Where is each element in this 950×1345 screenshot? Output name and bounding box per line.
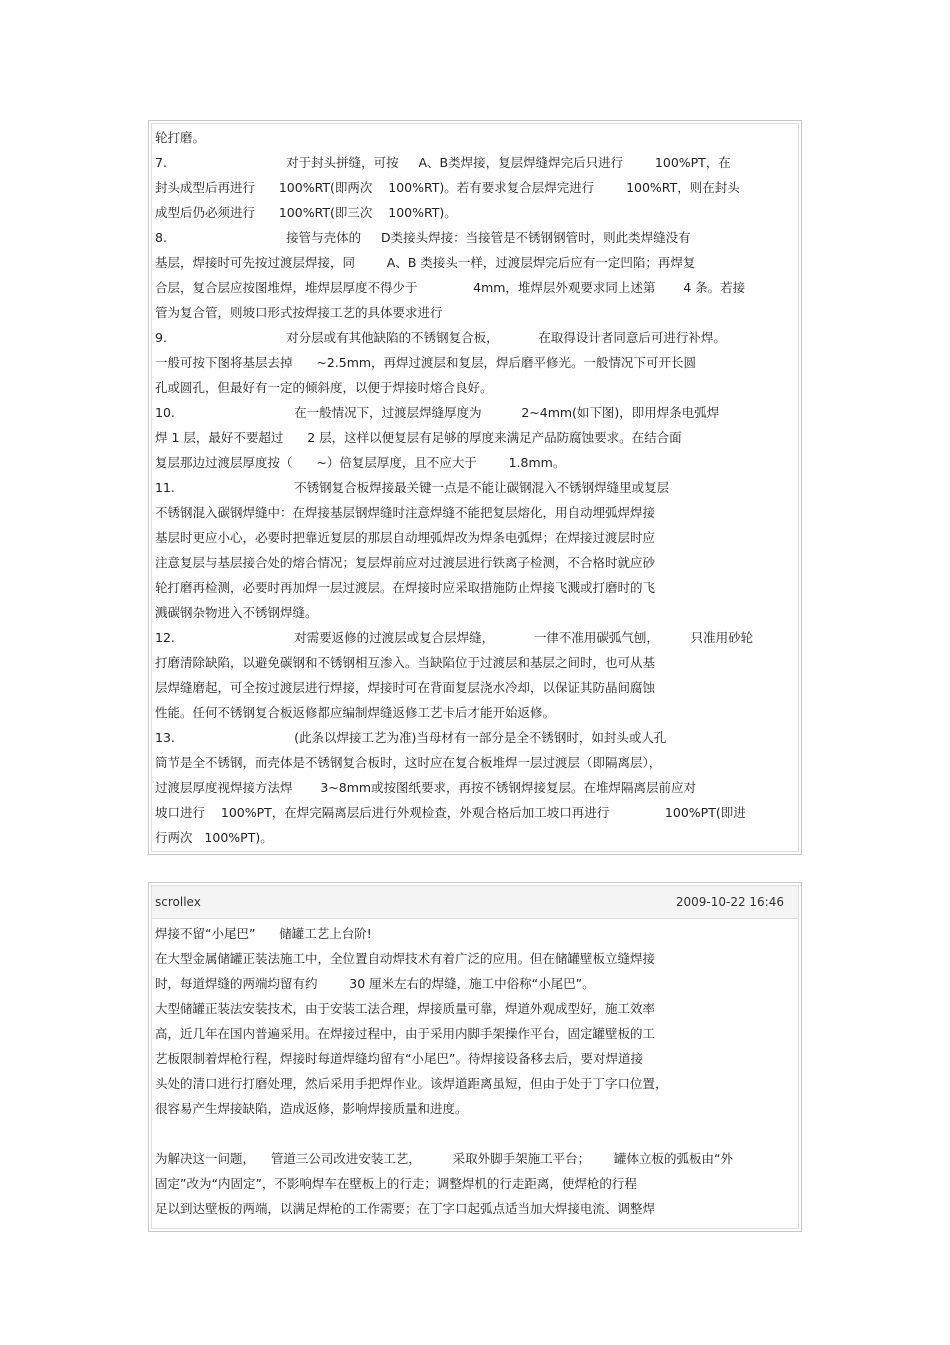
- text-line: 8. 接管与壳体的 D类接头焊接：当接管是不锈钢钢管时，则此类焊缝没有: [155, 230, 691, 245]
- text-line: 孔或圆孔，但最好有一定的倾斜度，以便于焊接时熔合良好。: [155, 380, 493, 395]
- text-line: 性能。任何不锈钢复合板返修都应编制焊缝返修工艺卡后才能开始返修。: [155, 705, 556, 720]
- text-line: 基层时更应小心，必要时把靠近复层的那层自动埋弧焊改为焊条电弧焊；在焊接过渡层时应: [155, 530, 656, 545]
- article-body: [155, 125, 795, 850]
- text-line: 合层，复合层应按图堆焊，堆焊层厚度不得少于 4mm，堆焊层外观要求同上述第 4 条。若接: [155, 280, 746, 295]
- text-line: 轮打磨。: [155, 130, 206, 145]
- text-line: 固定”改为“内固定”，不影响焊车在壁板上的行走；调整焊机的行走距离，使焊枪的行程: [155, 1176, 637, 1191]
- text-line: 在大型金属储罐正装法施工中，全位置自动焊技术有着广泛的应用。但在储罐壁板立缝焊接: [155, 951, 656, 966]
- text-line: 高，近几年在国内普遍采用。在焊接过程中，由于采用内脚手架操作平台，固定罐壁板的工: [155, 1026, 656, 1041]
- reply-post-panel: [148, 882, 802, 1232]
- post-body: [155, 921, 795, 1221]
- text-line: 时，每道焊缝的两端均留有约 30 厘米左右的焊缝，施工中俗称“小尾巴”。: [155, 976, 595, 991]
- text-line: 复层那边过渡层厚度按（ ~）倍复层厚度，且不应大于 1.8mm。: [155, 455, 566, 470]
- text-line: 基层，焊接时可先按过渡层焊接，同 A、B 类接头一样，过渡层焊完后应有一定凹陷；再焊复: [155, 255, 696, 270]
- text-line: 溅碳钢杂物进入不锈钢焊缝。: [155, 605, 318, 620]
- text-line: [155, 1121, 795, 1146]
- text-line: 打磨清除缺陷，以避免碳钢和不锈钢相互渗入。当缺陷位于过渡层和基层之间时，也可从基: [155, 655, 656, 670]
- post-author[interactable]: scrollex: [155, 895, 201, 909]
- text-line: 焊 1 层，最好不要超过 2 层，这样以便复层有足够的厚度来满足产品防腐蚀要求。在结合面: [155, 430, 682, 445]
- text-line: 一般可按下图将基层去掉 ~2.5mm，再焊过渡层和复层，焊后磨平修光。一般情况下可开长圆: [155, 355, 697, 370]
- text-line: 头处的清口进行打磨处理，然后采用手把焊作业。该焊道距离虽短，但由于处于丁字口位置，: [155, 1076, 668, 1091]
- post-header: [152, 886, 798, 919]
- text-line: 焊接不留“小尾巴” 储罐工艺上台阶!: [155, 926, 372, 941]
- text-line: 轮打磨再检测，必要时再加焊一层过渡层。在焊接时应采取措施防止焊接飞溅或打磨时的飞: [155, 580, 656, 595]
- text-line: 大型储罐正装法安装技术，由于安装工法合理，焊接质量可靠，焊道外观成型好，施工效率: [155, 1001, 656, 1016]
- text-line: 13. (此条以焊接工艺为准)当母材有一部分是全不锈钢时，如封头或人孔: [155, 730, 667, 745]
- text-line: 过渡层厚度视焊接方法焊 3~8mm或按图纸要求，再按不锈钢焊接复层。在堆焊隔离层前应对: [155, 780, 697, 795]
- text-line: 11. 不锈钢复合板焊接最关键一点是不能让碳钢混入不锈钢焊缝里或复层: [155, 480, 670, 495]
- text-line: 12. 对需要返修的过渡层或复合层焊缝， 一律不准用碳弧气刨， 只准用砂轮: [155, 630, 754, 645]
- article-continuation-panel: [148, 120, 802, 855]
- post-timestamp: 2009-10-22 16:46: [675, 895, 784, 909]
- text-line: 10. 在一般情况下，过渡层焊缝厚度为 2~4mm(如下图)，即用焊条电弧焊: [155, 405, 720, 420]
- text-line: 为解决这一问题， 管道三公司改进安装工艺， 采取外脚手架施工平台； 罐体立板的弧板由“外: [155, 1151, 733, 1166]
- text-line: 不锈钢混入碳钢焊缝中：在焊接基层钢焊缝时注意焊缝不能把复层熔化，用自动埋弧焊焊接: [155, 505, 656, 520]
- text-line: 足以到达壁板的两端，以满足焊枪的工作需要；在丁字口起弧点适当加大焊接电流、调整焊: [155, 1201, 656, 1216]
- text-line: 9. 对分层或有其他缺陷的不锈钢复合板， 在取得设计者同意后可进行补焊。: [155, 330, 726, 345]
- text-line: 成型后仍必须进行 100%RT(即三次 100%RT)。: [155, 205, 457, 220]
- text-line: 很容易产生焊接缺陷，造成返修，影响焊接质量和进度。: [155, 1101, 468, 1116]
- text-line: 注意复层与基层接合处的熔合情况；复层焊前应对过渡层进行铁离子检测，不合格时就应砂: [155, 555, 656, 570]
- text-line: 筒节是全不锈钢，而壳体是不锈钢复合板时，这时应在复合板堆焊一层过渡层（即隔离层），: [155, 755, 662, 770]
- text-line: 艺板限制着焊枪行程，焊接时每道焊缝均留有“小尾巴”。待焊接设备移去后，要对焊道接: [155, 1051, 643, 1066]
- text-line: 7. 对于封头拼缝，可按 A、B类焊接，复层焊缝焊完后只进行 100%PT，在: [155, 155, 731, 170]
- text-line: 坡口进行 100%PT，在焊完隔离层后进行外观检查，外观合格后加工坡口再进行 100%PT(即进: [155, 805, 746, 820]
- text-line: 封头成型后再进行 100%RT(即两次 100%RT)。若有要求复合层焊完进行 100%RT，则在封头: [155, 180, 740, 195]
- text-line: 层焊缝磨起，可全按过渡层进行焊接，焊接时可在背面复层浇水冷却，以保证其防晶间腐蚀: [155, 680, 656, 695]
- text-line: 行两次 100%PT)。: [155, 830, 273, 845]
- text-line: 管为复合管，则坡口形式按焊接工艺的具体要求进行: [155, 305, 443, 320]
